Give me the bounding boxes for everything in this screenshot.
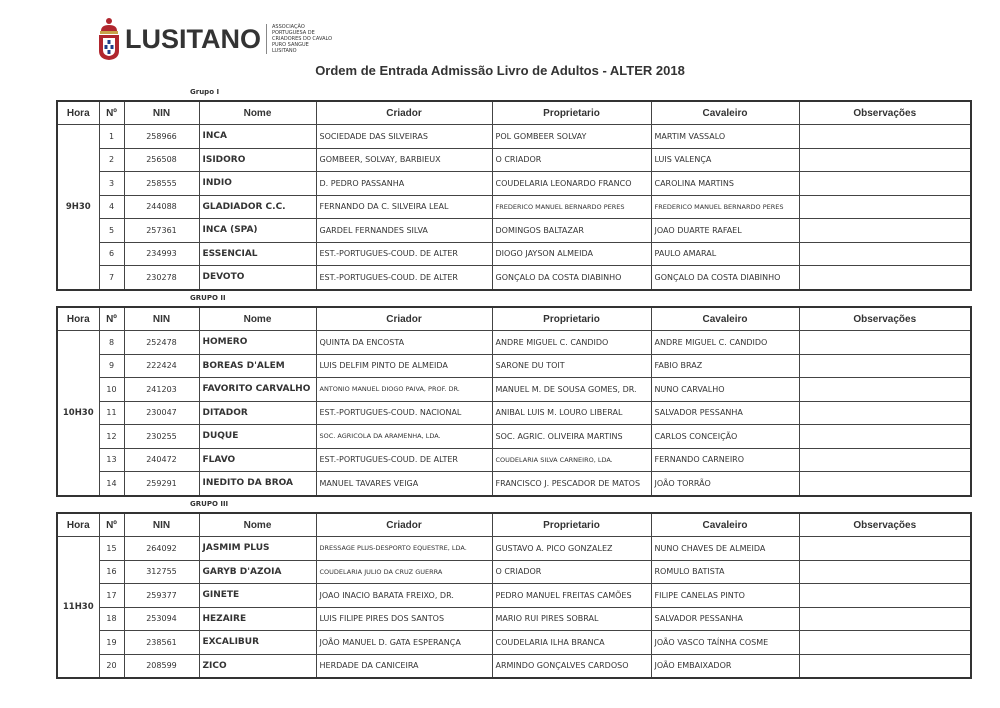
hora-cell: 10H30: [57, 331, 99, 496]
observacoes-cell: [799, 607, 971, 631]
nome-cell: GINETE: [199, 584, 316, 608]
group-table: [56, 100, 972, 291]
proprietario-cell: O CRIADOR: [492, 560, 651, 584]
observacoes-cell: [799, 331, 971, 355]
table-row: [57, 125, 971, 149]
table-row: [57, 631, 971, 655]
proprietario-cell: FRANCISCO J. PESCADOR DE MATOS: [492, 472, 651, 496]
nome-cell: DEVOTO: [199, 266, 316, 290]
column-header: Hora: [57, 307, 99, 331]
criador-cell: SOCIEDADE DAS SILVEIRAS: [316, 125, 492, 149]
table-row: [57, 448, 971, 472]
nin-cell: 241203: [124, 378, 199, 402]
hora-cell: 11H30: [57, 537, 99, 679]
column-header: Proprietario: [492, 101, 651, 125]
nome-cell: HEZAIRE: [199, 607, 316, 631]
observacoes-cell: [799, 472, 971, 496]
criador-cell: EST.-PORTUGUES-COUD. NACIONAL: [316, 401, 492, 425]
proprietario-cell: SOC. AGRIC. OLIVEIRA MARTINS: [492, 425, 651, 449]
table-row: [57, 331, 971, 355]
cavaleiro-cell: MARTIM VASSALO: [651, 125, 799, 149]
column-header: Hora: [57, 101, 99, 125]
observacoes-cell: [799, 242, 971, 266]
criador-cell: EST.-PORTUGUES-COUD. DE ALTER: [316, 266, 492, 290]
proprietario-cell: PEDRO MANUEL FREITAS CAMÕES: [492, 584, 651, 608]
table-row: [57, 378, 971, 402]
table-row: [57, 607, 971, 631]
group-table: [56, 306, 972, 497]
nin-cell: 234993: [124, 242, 199, 266]
cavaleiro-cell: PAULO AMARAL: [651, 242, 799, 266]
criador-cell: SOC. AGRICOLA DA ARAMENHA, LDA.: [316, 425, 492, 449]
nome-cell: ZICO: [199, 654, 316, 678]
cavaleiro-cell: ROMULO BATISTA: [651, 560, 799, 584]
nome-cell: DITADOR: [199, 401, 316, 425]
numero-cell: 20: [99, 654, 124, 678]
logo-subtitle: ASSOCIAÇÃO PORTUGUESA DE CRIADORES DO CAVALO PURO SANGUE LUSITANO: [272, 24, 333, 54]
nin-cell: 238561: [124, 631, 199, 655]
criador-cell: ANTONIO MANUEL DIOGO PAIVA, PROF. DR.: [316, 378, 492, 402]
nome-cell: FLAVO: [199, 448, 316, 472]
cavaleiro-cell: SALVADOR PESSANHA: [651, 401, 799, 425]
logo-wordmark: LUSITANO: [125, 23, 261, 54]
column-header: Cavaleiro: [651, 101, 799, 125]
numero-cell: 5: [99, 219, 124, 243]
nome-cell: JASMIM PLUS: [199, 537, 316, 561]
numero-cell: 3: [99, 172, 124, 196]
group-table: [56, 512, 972, 679]
nin-cell: 208599: [124, 654, 199, 678]
observacoes-cell: [799, 125, 971, 149]
observacoes-cell: [799, 401, 971, 425]
cavaleiro-cell: NUNO CHAVES DE ALMEIDA: [651, 537, 799, 561]
cavaleiro-cell: JOÃO VASCO TAÍNHA COSME: [651, 631, 799, 655]
observacoes-cell: [799, 148, 971, 172]
numero-cell: 15: [99, 537, 124, 561]
nin-cell: 230047: [124, 401, 199, 425]
criador-cell: EST.-PORTUGUES-COUD. DE ALTER: [316, 242, 492, 266]
nin-cell: 256508: [124, 148, 199, 172]
proprietario-cell: GUSTAVO A. PICO GONZALEZ: [492, 537, 651, 561]
criador-cell: QUINTA DA ENCOSTA: [316, 331, 492, 355]
nome-cell: ESSENCIAL: [199, 242, 316, 266]
proprietario-cell: DIOGO JAYSON ALMEIDA: [492, 242, 651, 266]
criador-cell: D. PEDRO PASSANHA: [316, 172, 492, 196]
table-row: [57, 195, 971, 219]
nome-cell: INEDITO DA BROA: [199, 472, 316, 496]
cavaleiro-cell: FREDERICO MANUEL BERNARDO PERES: [651, 195, 799, 219]
proprietario-cell: COUDELARIA LEONARDO FRANCO: [492, 172, 651, 196]
proprietario-cell: FREDERICO MANUEL BERNARDO PERES: [492, 195, 651, 219]
observacoes-cell: [799, 172, 971, 196]
numero-cell: 18: [99, 607, 124, 631]
observacoes-cell: [799, 378, 971, 402]
column-header: Nome: [199, 101, 316, 125]
table-row: [57, 472, 971, 496]
criador-cell: JOÃO MANUEL D. GATA ESPERANÇA: [316, 631, 492, 655]
nome-cell: HOMERO: [199, 331, 316, 355]
nin-cell: 312755: [124, 560, 199, 584]
numero-cell: 11: [99, 401, 124, 425]
observacoes-cell: [799, 537, 971, 561]
logo-divider: [266, 24, 267, 54]
proprietario-cell: GONÇALO DA COSTA DIABINHO: [492, 266, 651, 290]
column-header: Nome: [199, 513, 316, 537]
cavaleiro-cell: JOÃO TORRÃO: [651, 472, 799, 496]
nome-cell: INDIO: [199, 172, 316, 196]
observacoes-cell: [799, 354, 971, 378]
proprietario-cell: COUDELARIA ILHA BRANCA: [492, 631, 651, 655]
observacoes-cell: [799, 584, 971, 608]
proprietario-cell: MARIO RUI PIRES SOBRAL: [492, 607, 651, 631]
criador-cell: GOMBEER, SOLVAY, BARBIEUX: [316, 148, 492, 172]
cavaleiro-cell: JOAO DUARTE RAFAEL: [651, 219, 799, 243]
cavaleiro-cell: FILIPE CANELAS PINTO: [651, 584, 799, 608]
group-label: Grupo I: [190, 88, 220, 96]
nome-cell: GLADIADOR C.C.: [199, 195, 316, 219]
criador-cell: COUDELARIA JULIO DA CRUZ GUERRA: [316, 560, 492, 584]
table-row: [57, 401, 971, 425]
nin-cell: 264092: [124, 537, 199, 561]
nome-cell: BOREAS D'ALEM: [199, 354, 316, 378]
numero-cell: 1: [99, 125, 124, 149]
criador-cell: JOAO INACIO BARATA FREIXO, DR.: [316, 584, 492, 608]
column-header: Observações: [799, 513, 971, 537]
group-label: GRUPO II: [190, 294, 226, 302]
table-row: [57, 654, 971, 678]
observacoes-cell: [799, 560, 971, 584]
criador-cell: EST.-PORTUGUES-COUD. DE ALTER: [316, 448, 492, 472]
criador-cell: HERDADE DA CANICEIRA: [316, 654, 492, 678]
column-header: Nº: [99, 101, 124, 125]
proprietario-cell: COUDELARIA SILVA CARNEIRO, LDA.: [492, 448, 651, 472]
table-row: [57, 266, 971, 290]
cavaleiro-cell: NUNO CARVALHO: [651, 378, 799, 402]
observacoes-cell: [799, 266, 971, 290]
table-row: [57, 172, 971, 196]
numero-cell: 2: [99, 148, 124, 172]
numero-cell: 6: [99, 242, 124, 266]
proprietario-cell: O CRIADOR: [492, 148, 651, 172]
nin-cell: 259291: [124, 472, 199, 496]
column-header: Criador: [316, 101, 492, 125]
numero-cell: 17: [99, 584, 124, 608]
table-row: [57, 537, 971, 561]
observacoes-cell: [799, 219, 971, 243]
document-title: Ordem de Entrada Admissão Livro de Adultos - ALTER 2018: [315, 63, 685, 78]
column-header: NIN: [124, 307, 199, 331]
nin-cell: 253094: [124, 607, 199, 631]
numero-cell: 4: [99, 195, 124, 219]
nome-cell: GARYB D'AZOIA: [199, 560, 316, 584]
cavaleiro-cell: LUIS VALENÇA: [651, 148, 799, 172]
table-row: [57, 242, 971, 266]
nin-cell: 252478: [124, 331, 199, 355]
crest-icon: [98, 17, 120, 61]
column-header: Criador: [316, 307, 492, 331]
cavaleiro-cell: JOÃO EMBAIXADOR: [651, 654, 799, 678]
criador-cell: MANUEL TAVARES VEIGA: [316, 472, 492, 496]
nin-cell: 230255: [124, 425, 199, 449]
proprietario-cell: POL GOMBEER SOLVAY: [492, 125, 651, 149]
nome-cell: FAVORITO CARVALHO: [199, 378, 316, 402]
cavaleiro-cell: FABIO BRAZ: [651, 354, 799, 378]
nin-cell: 258966: [124, 125, 199, 149]
numero-cell: 13: [99, 448, 124, 472]
header-row: [57, 307, 971, 331]
column-header: Proprietario: [492, 307, 651, 331]
header-row: [57, 101, 971, 125]
column-header: Nº: [99, 513, 124, 537]
nin-cell: 259377: [124, 584, 199, 608]
numero-cell: 12: [99, 425, 124, 449]
proprietario-cell: ANDRE MIGUEL C. CANDIDO: [492, 331, 651, 355]
table-row: [57, 425, 971, 449]
numero-cell: 7: [99, 266, 124, 290]
nin-cell: 230278: [124, 266, 199, 290]
numero-cell: 9: [99, 354, 124, 378]
observacoes-cell: [799, 425, 971, 449]
observacoes-cell: [799, 195, 971, 219]
criador-cell: FERNANDO DA C. SILVEIRA LEAL: [316, 195, 492, 219]
lusitano-logo: [98, 16, 334, 62]
table-row: [57, 219, 971, 243]
table-row: [57, 560, 971, 584]
column-header: Criador: [316, 513, 492, 537]
observacoes-cell: [799, 631, 971, 655]
column-header: Cavaleiro: [651, 307, 799, 331]
numero-cell: 14: [99, 472, 124, 496]
proprietario-cell: ANIBAL LUIS M. LOURO LIBERAL: [492, 401, 651, 425]
cavaleiro-cell: CAROLINA MARTINS: [651, 172, 799, 196]
observacoes-cell: [799, 654, 971, 678]
nin-cell: 244088: [124, 195, 199, 219]
criador-cell: LUIS DELFIM PINTO DE ALMEIDA: [316, 354, 492, 378]
group-label: GRUPO III: [190, 500, 229, 508]
numero-cell: 8: [99, 331, 124, 355]
column-header: NIN: [124, 101, 199, 125]
table-row: [57, 148, 971, 172]
cavaleiro-cell: ANDRE MIGUEL C. CANDIDO: [651, 331, 799, 355]
cavaleiro-cell: SALVADOR PESSANHA: [651, 607, 799, 631]
column-header: NIN: [124, 513, 199, 537]
criador-cell: LUIS FILIPE PIRES DOS SANTOS: [316, 607, 492, 631]
nome-cell: EXCALIBUR: [199, 631, 316, 655]
numero-cell: 19: [99, 631, 124, 655]
numero-cell: 10: [99, 378, 124, 402]
table-row: [57, 584, 971, 608]
proprietario-cell: DOMINGOS BALTAZAR: [492, 219, 651, 243]
cavaleiro-cell: FERNANDO CARNEIRO: [651, 448, 799, 472]
table-row: [57, 354, 971, 378]
criador-cell: GARDEL FERNANDES SILVA: [316, 219, 492, 243]
nin-cell: 240472: [124, 448, 199, 472]
nome-cell: INCA: [199, 125, 316, 149]
proprietario-cell: SARONE DU TOIT: [492, 354, 651, 378]
nin-cell: 222424: [124, 354, 199, 378]
nin-cell: 258555: [124, 172, 199, 196]
column-header: Proprietario: [492, 513, 651, 537]
column-header: Nº: [99, 307, 124, 331]
column-header: Observações: [799, 307, 971, 331]
column-header: Hora: [57, 513, 99, 537]
cavaleiro-cell: CARLOS CONCEIÇÃO: [651, 425, 799, 449]
column-header: Cavaleiro: [651, 513, 799, 537]
observacoes-cell: [799, 448, 971, 472]
proprietario-cell: ARMINDO GONÇALVES CARDOSO: [492, 654, 651, 678]
nin-cell: 257361: [124, 219, 199, 243]
header-row: [57, 513, 971, 537]
numero-cell: 16: [99, 560, 124, 584]
proprietario-cell: MANUEL M. DE SOUSA GOMES, DR.: [492, 378, 651, 402]
nome-cell: INCA (SPA): [199, 219, 316, 243]
nome-cell: ISIDORO: [199, 148, 316, 172]
nome-cell: DUQUE: [199, 425, 316, 449]
criador-cell: DRESSAGE PLUS-DESPORTO EQUESTRE, LDA.: [316, 537, 492, 561]
column-header: Observações: [799, 101, 971, 125]
column-header: Nome: [199, 307, 316, 331]
cavaleiro-cell: GONÇALO DA COSTA DIABINHO: [651, 266, 799, 290]
hora-cell: 9H30: [57, 125, 99, 290]
